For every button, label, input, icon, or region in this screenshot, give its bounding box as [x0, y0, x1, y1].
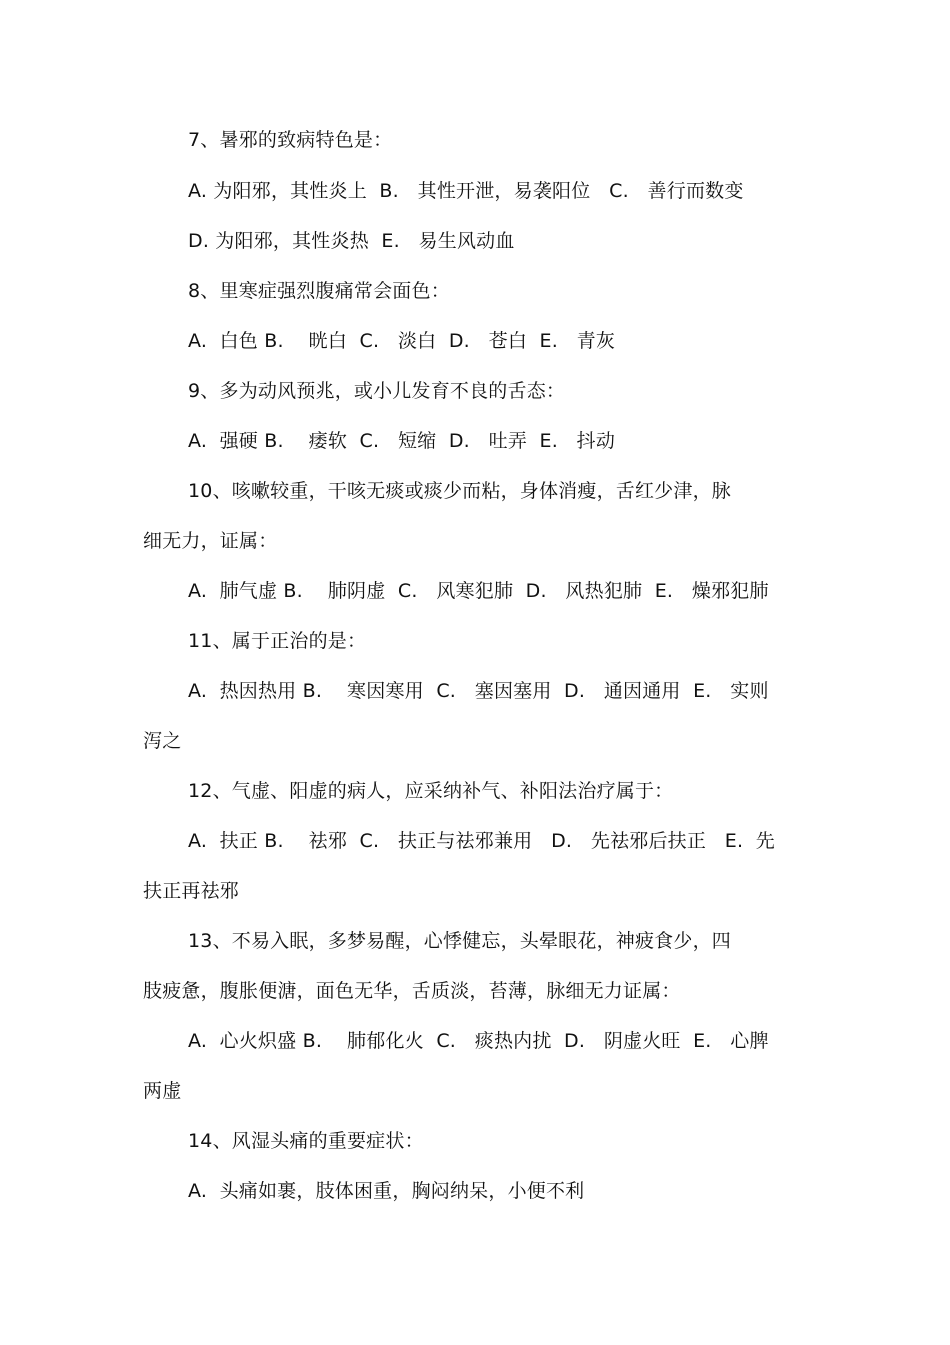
question-13-options-line-1: A. 心火炽盛 B. 肺郁化火 C. 痰热内扰 D. 阴虚火旺 E. 心脾 [188, 1030, 769, 1052]
question-7-options-line-1: A. 为阳邪，其性炎上 B. 其性开泄，易袭阳位 C. 善行而数变 [188, 180, 744, 202]
question-11-stem: 11、属于正治的是： [188, 630, 367, 652]
question-11-options-line-1: A. 热因热用 B. 寒因寒用 C. 塞因塞用 D. 通因通用 E. 实则 [188, 680, 769, 702]
question-13-stem-line-1: 13、不易入眠，多梦易醒，心悸健忘，头晕眼花，神疲食少，四 [188, 930, 731, 952]
question-9-options: A. 强硬 B. 痿软 C. 短缩 D. 吐弄 E. 抖动 [188, 430, 616, 452]
question-12-options-line-1: A. 扶正 B. 祛邪 C. 扶正与祛邪兼用 D. 先祛邪后扶正 E. 先 [188, 830, 775, 852]
question-13-stem-line-2: 肢疲惫，腹胀便溏，面色无华，舌质淡，苔薄，脉细无力证属： [143, 980, 681, 1002]
question-7-options-line-2: D. 为阳邪，其性炎热 E. 易生风动血 [188, 230, 515, 252]
question-14-option-a: A. 头痛如裹，肢体困重，胸闷纳呆，小便不利 [188, 1180, 585, 1202]
question-11-options-line-2: 泻之 [143, 730, 182, 752]
question-13-options-line-2: 两虚 [143, 1080, 182, 1102]
question-10-stem-line-1: 10、咳嗽较重，干咳无痰或痰少而粘，身体消瘦，舌红少津，脉 [188, 480, 731, 502]
question-10-stem-line-2: 细无力，证属： [143, 530, 278, 552]
question-12-stem: 12、气虚、阳虚的病人，应采纳补气、补阳法治疗属于： [188, 780, 674, 802]
question-9-stem: 9、多为动风预兆，或小儿发育不良的舌态： [188, 380, 566, 402]
question-8-stem: 8、里寒症强烈腹痛常会面色： [188, 280, 450, 302]
question-12-options-line-2: 扶正再祛邪 [143, 880, 240, 902]
question-14-stem: 14、风湿头痛的重要症状： [188, 1130, 424, 1152]
question-7-stem: 7、暑邪的致病特色是： [188, 129, 393, 151]
question-8-options: A. 白色 B. 晄白 C. 淡白 D. 苍白 E. 青灰 [188, 330, 616, 352]
question-10-options: A. 肺气虚 B. 肺阴虚 C. 风寒犯肺 D. 风热犯肺 E. 燥邪犯肺 [188, 580, 769, 602]
